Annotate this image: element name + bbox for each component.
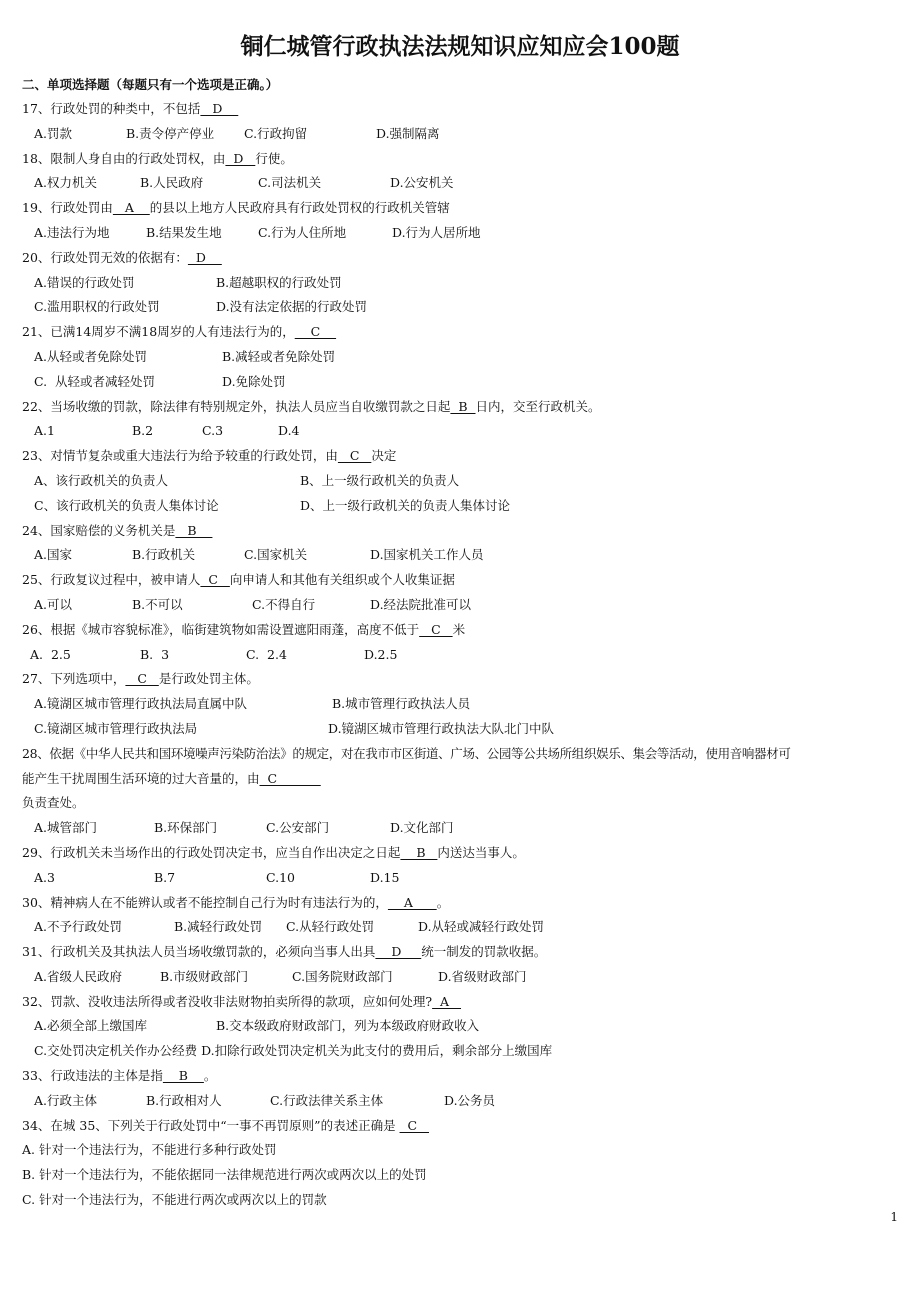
option-d: D.4 bbox=[278, 423, 300, 439]
option-c: C.司法机关 bbox=[258, 175, 322, 191]
options-27-ab bbox=[0, 695, 920, 720]
option-a: A. 针对一个违法行为，不能进行多种行政处罚 bbox=[22, 1142, 277, 1158]
option-d: D.文化部门 bbox=[390, 820, 454, 836]
answer-blank: B bbox=[400, 844, 438, 860]
option-b: B. 针对一个违法行为，不能依据同一法律规范进行两次或两次以上的处罚 bbox=[22, 1167, 427, 1183]
answer-blank: B bbox=[162, 1068, 204, 1084]
question-32: 32、罚款、没收违法所得或者没收非法财物拍卖所得的款项，应如何处理? A bbox=[22, 993, 462, 1009]
option-d: D.15 bbox=[370, 869, 400, 885]
options-32-ab bbox=[0, 1017, 920, 1042]
option-c: C.行政拘留 bbox=[244, 125, 308, 141]
option-a: A.不予行政处罚 bbox=[34, 919, 123, 935]
option-c: C.国家机关 bbox=[244, 547, 308, 563]
option-c: C.行为人住所地 bbox=[258, 224, 347, 240]
option-a: A.1 bbox=[34, 423, 55, 439]
answer-blank: B bbox=[450, 398, 476, 414]
answer-blank: C bbox=[259, 770, 321, 786]
options-25 bbox=[0, 596, 920, 621]
option-a: A.违法行为地 bbox=[34, 224, 110, 240]
answer-blank: A bbox=[387, 894, 437, 910]
question-29: 29、行政机关未当场作出的行政处罚决定书，应当自作出决定之日起 B 内送达当事人。 bbox=[22, 844, 525, 860]
option-c: C.国务院财政部门 bbox=[292, 968, 393, 984]
option-b: B.行政机关 bbox=[132, 547, 196, 563]
option-c: C.10 bbox=[266, 869, 295, 885]
option-b: B.结果发生地 bbox=[146, 224, 222, 240]
question-21: 21、已满14周岁不满18周岁的人有违法行为的， C bbox=[22, 324, 337, 340]
option-d: D.公务员 bbox=[444, 1092, 496, 1108]
option-b: B.城市管理行政执法人员 bbox=[332, 696, 471, 712]
question-28-line-2: 能产生干扰周围生活环境的过大音量的，由 C bbox=[22, 770, 321, 786]
option-b: B.环保部门 bbox=[154, 820, 218, 836]
option-a: A.3 bbox=[34, 869, 55, 885]
option-a: A、该行政机关的负责人 bbox=[34, 472, 169, 488]
question-22: 22、当场收缴的罚款，除法律有特别规定外，执法人员应当自收缴罚款之日起 B 日内，交至行政机关。 bbox=[22, 398, 601, 414]
options-23-ab bbox=[0, 472, 920, 497]
option-c: C.公安部门 bbox=[266, 820, 330, 836]
answer-blank: D bbox=[200, 101, 239, 116]
option-b: B.责令停产停业 bbox=[126, 125, 215, 141]
option-a: A.国家 bbox=[34, 547, 73, 563]
option-b: B、上一级行政机关的负责人 bbox=[300, 472, 460, 488]
option-c: C. 从轻或者减轻处罚 bbox=[34, 373, 156, 389]
question-18: 18、限制人身自由的行政处罚权，由 D 行使。 bbox=[22, 150, 293, 166]
option-a: A. 2.5 bbox=[30, 646, 71, 662]
question-30: 30、精神病人在不能辨认或者不能控制自己行为时有违法行为的， A 。 bbox=[22, 894, 450, 910]
options-30 bbox=[0, 918, 920, 943]
option-a: A.行政主体 bbox=[34, 1092, 98, 1108]
option-c: C.滥用职权的行政处罚 bbox=[34, 299, 160, 315]
section-heading: 二、单项选择题（每题只有一个选项是正确。） bbox=[22, 77, 279, 92]
option-b: B.市级财政部门 bbox=[160, 968, 249, 984]
option-c: C. 针对一个违法行为，不能进行两次或两次以上的罚款 bbox=[22, 1192, 327, 1208]
option-b: B.超越职权的行政处罚 bbox=[216, 274, 342, 290]
option-b: B.人民政府 bbox=[140, 175, 204, 191]
answer-blank: A bbox=[432, 993, 462, 1009]
question-28-line-1: 28、依据《中华人民共和国环境噪声污染防治法》的规定，对在我市市区街道、广场、公园等公共场所组织娱乐、集会等活动，使用音响器材可 bbox=[22, 745, 791, 761]
option-d: D.行为人居所地 bbox=[392, 224, 481, 240]
option-d: D.没有法定依据的行政处罚 bbox=[216, 299, 368, 315]
question-25: 25、行政复议过程中，被申请人 C 向申请人和其他有关组织或个人收集证据 bbox=[22, 572, 455, 588]
option-d: D.国家机关工作人员 bbox=[370, 547, 484, 563]
answer-blank: D bbox=[225, 150, 256, 166]
options-22 bbox=[0, 422, 920, 447]
options-21-cd bbox=[0, 373, 920, 398]
question-33: 33、行政违法的主体是指 B 。 bbox=[22, 1068, 217, 1084]
option-d: D.镜湖区城市管理行政执法大队北门中队 bbox=[328, 720, 555, 736]
options-28 bbox=[0, 819, 920, 844]
question-27: 27、下列选项中， C 是行政处罚主体。 bbox=[22, 671, 259, 687]
question-20: 20、行政处罚无效的依据有： D bbox=[22, 249, 222, 265]
option-a: A.可以 bbox=[34, 596, 73, 612]
option-b: B.不可以 bbox=[132, 596, 183, 612]
document-title: 铜仁城管行政执法法规知识应知应会100题 bbox=[240, 33, 680, 60]
answer-blank: D bbox=[375, 944, 422, 960]
question-35: 34、在城 35、下列关于行政处罚中“一事不再罚原则”的表述正确是 C bbox=[22, 1117, 429, 1133]
option-a: A.镜湖区城市管理行政执法局直属中队 bbox=[34, 696, 248, 712]
option-b: B.2 bbox=[132, 423, 154, 439]
answer-blank: C bbox=[200, 572, 230, 588]
options-29 bbox=[0, 869, 920, 894]
options-19 bbox=[0, 224, 920, 249]
answer-blank: C bbox=[294, 324, 337, 340]
answer-blank: C bbox=[125, 671, 159, 687]
answer-blank: C bbox=[337, 448, 372, 464]
option-d: D.强制隔离 bbox=[376, 125, 440, 141]
options-27-cd bbox=[0, 720, 920, 745]
options-21-ab bbox=[0, 348, 920, 373]
option-c: C. 2.4 bbox=[246, 646, 287, 662]
option-c: C、该行政机关的负责人集体讨论 bbox=[34, 497, 219, 513]
question-28-line-3: 负责查处。 bbox=[22, 795, 85, 811]
options-20-ab bbox=[0, 274, 920, 299]
option-a: A.必须全部上缴国库 bbox=[34, 1018, 148, 1034]
answer-blank: C bbox=[419, 621, 453, 637]
answer-blank: D bbox=[187, 249, 222, 265]
options-17 bbox=[0, 125, 920, 150]
options-31 bbox=[0, 968, 920, 993]
option-a: A.省级人民政府 bbox=[34, 968, 123, 984]
page-number: 1 bbox=[890, 1210, 898, 1224]
options-23-cd bbox=[0, 497, 920, 522]
option-a: A.罚款 bbox=[34, 125, 73, 141]
question-17: 17、行政处罚的种类中，不包括 D bbox=[22, 101, 239, 116]
question-19: 19、行政处罚由 A 的县以上地方人民政府具有行政处罚权的行政机关管辖 bbox=[22, 200, 450, 216]
question-24: 24、国家赔偿的义务机关是 B bbox=[22, 522, 213, 538]
option-c: C.从轻行政处罚 bbox=[286, 919, 375, 935]
options-24 bbox=[0, 546, 920, 571]
option-d: D.经法院批准可以 bbox=[370, 596, 472, 612]
option-d: D.公安机关 bbox=[390, 175, 454, 191]
option-c: C.不得自行 bbox=[252, 596, 316, 612]
option-b: B.减轻或者免除处罚 bbox=[222, 348, 336, 364]
options-20-cd bbox=[0, 298, 920, 323]
option-a: A.城管部门 bbox=[34, 820, 98, 836]
option-b: B.行政相对人 bbox=[146, 1092, 222, 1108]
answer-blank: C bbox=[399, 1117, 429, 1133]
question-23: 23、对情节复杂或重大违法行为给予较重的行政处罚，由 C 决定 bbox=[22, 448, 397, 464]
option-c: C.镜湖区城市管理行政执法局 bbox=[34, 720, 198, 736]
answer-blank: A bbox=[112, 200, 150, 216]
option-b: B. 3 bbox=[140, 646, 170, 662]
option-c: C.3 bbox=[202, 423, 224, 439]
options-32-cd: C.交处罚决定机关作办公经费 D.扣除行政处罚决定机关为此支付的费用后，剩余部分上缴国库 bbox=[34, 1043, 553, 1059]
option-b: B.减轻行政处罚 bbox=[174, 919, 263, 935]
option-d: D.免除处罚 bbox=[222, 373, 286, 389]
option-b: B.交本级政府财政部门，列为本级政府财政收入 bbox=[216, 1018, 480, 1034]
question-list bbox=[0, 100, 920, 1216]
question-26: 26、根据《城市容貌标准》，临街建筑物如需设置遮阳雨蓬，高度不低于 C 米 bbox=[22, 621, 466, 637]
options-18 bbox=[0, 174, 920, 199]
option-d: D.2.5 bbox=[364, 646, 398, 662]
option-b: B.7 bbox=[154, 869, 176, 885]
answer-blank: B bbox=[175, 522, 213, 538]
option-d: D、上一级行政机关的负责人集体讨论 bbox=[300, 497, 511, 513]
option-a: A.错误的行政处罚 bbox=[34, 274, 135, 290]
options-33 bbox=[0, 1092, 920, 1117]
option-d: D.省级财政部门 bbox=[438, 968, 527, 984]
question-31: 31、行政机关及其执法人员当场收缴罚款的，必须向当事人出具 D 统一制发的罚款收据。 bbox=[22, 944, 547, 960]
option-a: A.从轻或者免除处罚 bbox=[34, 348, 148, 364]
options-26 bbox=[0, 646, 920, 671]
option-d: D.从轻或减轻行政处罚 bbox=[418, 919, 545, 935]
option-a: A.权力机关 bbox=[34, 175, 98, 191]
option-c: C.行政法律关系主体 bbox=[270, 1092, 384, 1108]
